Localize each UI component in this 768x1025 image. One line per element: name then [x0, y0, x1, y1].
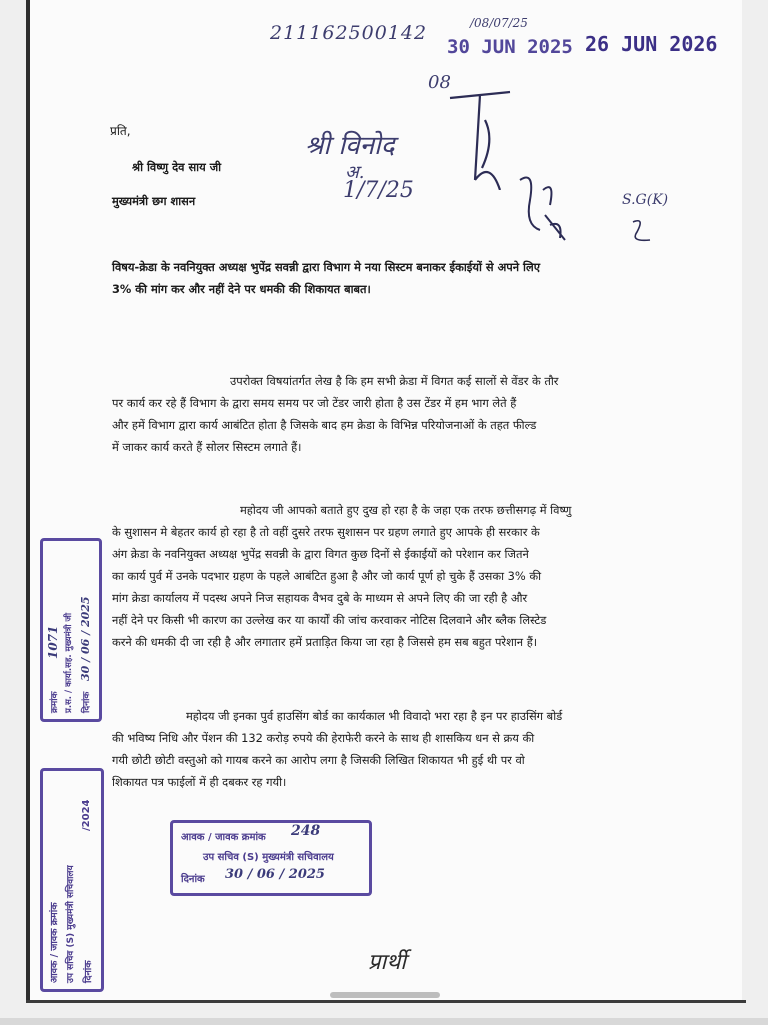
applicant-signature: प्रार्थी: [368, 950, 406, 975]
para1-line-3: और हमें विभाग द्वारा कार्य आबंटित होता है जिसके बाद हम क्रेडा के विभिन्न परियोजनाओं के तहत फील्ड: [112, 418, 537, 432]
stamp-center-date: 30 / 06 / 2025: [225, 867, 325, 882]
signature-scribble-middle: [505, 170, 575, 245]
signature-scribble-right: [625, 212, 665, 247]
inward-stamp-left-bottom: [40, 768, 104, 992]
subject-line-2: 3% की मांग कर और नहीं देने पर धमकी की शिकायत बाबत।: [112, 282, 371, 296]
handwritten-note-date: 1/7/25: [343, 178, 414, 203]
stamp-center-line2: उप सचिव (S) मुख्यमंत्री सचिवालय: [203, 852, 334, 863]
para2-line-3: अंग क्रेडा के नवनियुक्त अध्यक्ष भुपेंद्र सवन्नी के द्वारा विगत कुछ दिनों से ईकाईयों को परेशान कर जितने: [112, 547, 529, 561]
para2-line-1: महोदय जी आपको बताते हुए दुख हो रहा है के जहा एक तरफ छत्तीसगढ़ में विष्णु: [240, 503, 572, 517]
para2-line-5: मांग क्रेडा कार्यालय में पदस्थ अपने निज सहायक वैभव दुबे के माध्यम से अपने लिए की जा रही है और: [112, 591, 528, 605]
handwritten-note-sign: अ.: [345, 162, 365, 183]
stamp-left-top-line2: प्र.स. / कार्या.सह. मुख्यमंत्री जी: [64, 612, 74, 713]
scroll-handle[interactable]: [330, 992, 440, 998]
initials-top: 08: [428, 72, 451, 93]
recipient-name: श्री विष्णु देव साय जी: [132, 160, 222, 174]
para1-line-2: पर कार्य कर रहे हैं विभाग के द्वारा समय समय पर जो टेंडर जारी होता है उस टेंडर में हम भाग लेते हैं: [112, 396, 517, 410]
subject-line-1: विषय-क्रेडा के नवनियुक्त अध्यक्ष भुपेंद्र सवन्नी द्वारा विभाग मे नया सिस्टम बनाकर ईकाईयों से अपने लिए: [112, 260, 540, 274]
stamp-left-top-line1: क्रमांक: [50, 691, 60, 713]
para2-line-7: करने की धमकी दी जा रही है और लगातार हमें प्रताड़ित किया जा रहा है जिससे हम सब बहुत परेशान हैं।: [112, 635, 538, 649]
stamp-left-bottom-line2: उप सचिव (S) मुख्यमंत्री सचिवालय: [66, 865, 76, 983]
received-date-stamp-2: 26 JUN 2026: [585, 32, 718, 56]
stamp-left-top-date: 30 / 06 / 2025: [79, 596, 92, 681]
para1-line-4: में जाकर कार्य करते हैं सोलर सिस्टम लगाते हैं।: [112, 440, 302, 454]
page-edge-bottom: [26, 1000, 746, 1003]
screen-bottom-strip: [0, 1018, 768, 1025]
para3-line-4: शिकायत पत्र फाईलों में ही दबकर रह गयी।: [112, 775, 287, 789]
para1-line-1: उपरोक्त विषयांतर्गत लेख है कि हम सभी क्रेडा में विगत कई सालों से वेंडर के तौर: [230, 374, 559, 388]
handwritten-reference-suffix: /08/07/25: [470, 16, 528, 30]
initials-right: S.G(K): [622, 192, 669, 208]
para3-line-2: की भविष्य निधि और पेंशन की 132 करोड़ रुपये की हेराफेरी करने के साथ ही शासकिय धन से क्रय की: [112, 731, 535, 745]
stamp-center-date-label: दिनांक: [181, 874, 205, 885]
para2-line-2: के सुशासन मे बेहतर कार्य हो रहा है तो वहीं दुसरे तरफ सुशासन पर ग्रहण लगाते हुए आपके ही सरकार के: [112, 525, 540, 539]
recipient-title: मुख्यमंत्री छग शासन: [112, 194, 196, 208]
stamp-left-bottom-line1: आवक / जावक क्रमांक: [49, 902, 60, 983]
page-edge-left: [26, 0, 30, 1000]
inward-stamp-center: [170, 820, 372, 896]
para2-line-6: नहीं देने पर किसी भी कारण का उल्लेख कर या कार्यों की जांच करवाकर नोटिस दिलवाने और ब्लैक लिस्टेड: [112, 613, 547, 627]
address-prati: प्रति,: [110, 124, 131, 138]
received-date-stamp-1: 30 JUN 2025: [447, 36, 573, 58]
handwritten-note: श्री विनोद: [305, 131, 395, 161]
inward-stamp-left-top: [40, 538, 102, 722]
stamp-left-top-number: 1071: [46, 625, 60, 659]
stamp-left-bottom-date-label: दिनांक: [83, 960, 94, 983]
para2-line-4: का कार्य पुर्व में उनके पदभार ग्रहण के पहले आबंटित हुआ है और जो कार्य पूर्ण हो चुके हैं उसका 3% की: [112, 569, 542, 583]
para3-line-3: गयी छोटी छोटी वस्तुओ को गायब करने का आरोप लगा है जिसकी लिखित शिकायत भी हुई थी पर वो: [112, 753, 525, 767]
handwritten-reference-number: 211162500142: [270, 22, 428, 44]
stamp-center-line1: आवक / जावक क्रमांक: [181, 832, 266, 843]
stamp-center-number: 248: [291, 823, 321, 839]
stamp-left-bottom-year: /2024: [81, 799, 92, 831]
stamp-left-top-date-label: दिनांक: [82, 691, 92, 713]
para3-line-1: महोदय जी इनका पुर्व हाउसिंग बोर्ड का कार्यकाल भी विवादो भरा रहा है इन पर हाउसिंग बोर्ड: [186, 709, 563, 723]
